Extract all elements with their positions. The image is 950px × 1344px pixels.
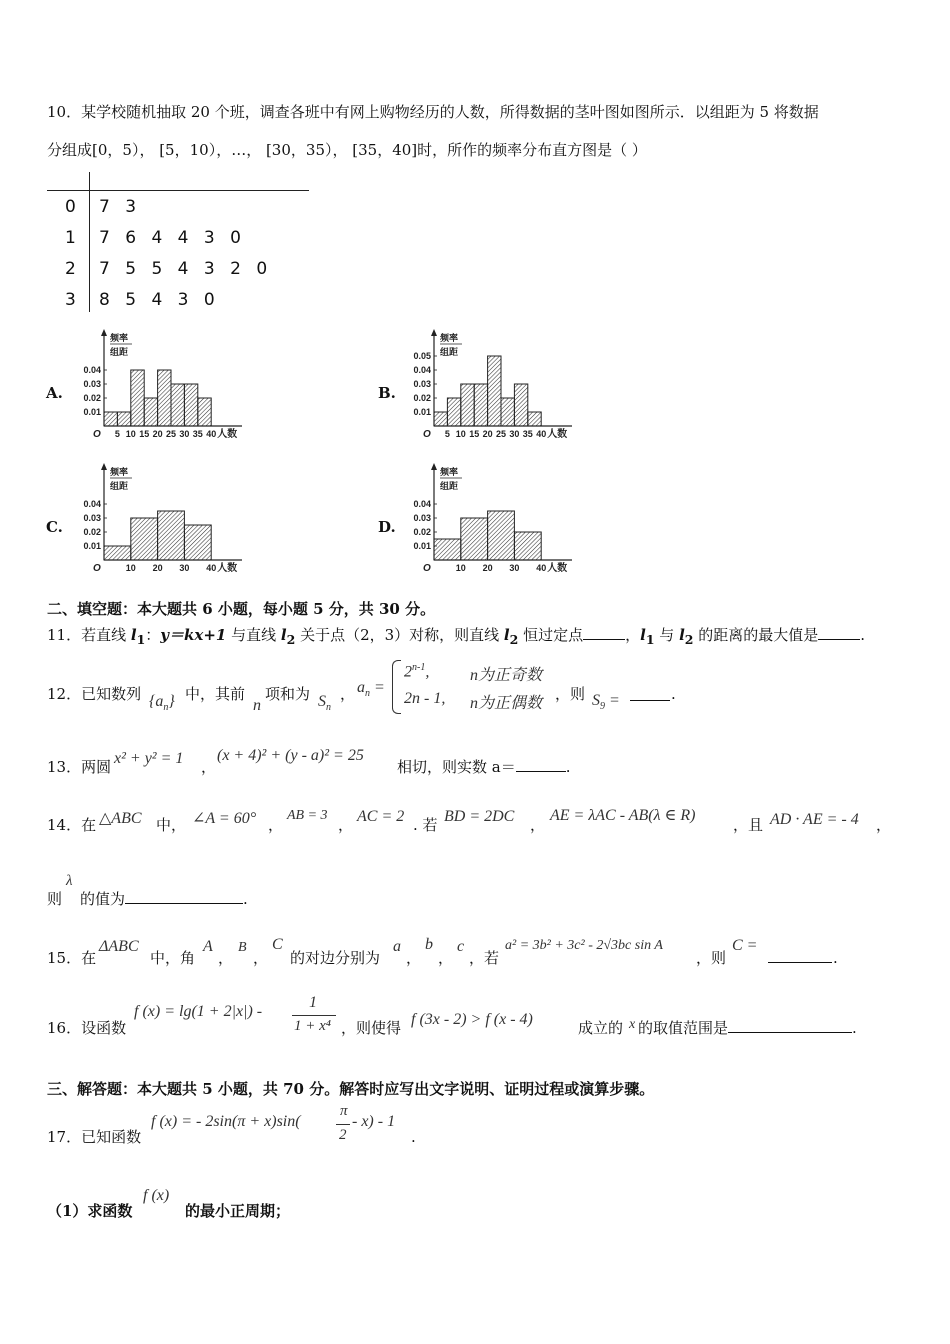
q15-ceq: C =: [732, 937, 758, 954]
q10-line2: 分组成[0，5）， [5，10），…， [30，35）， [35，40]时，所作的频率分布直方图是（ ）: [47, 141, 647, 159]
q15-prefix: 15．在: [47, 949, 97, 967]
q12-blank[interactable]: [630, 700, 670, 701]
y-tick-label: 0.05: [413, 351, 431, 361]
y-tick-label: 0.04: [83, 499, 101, 509]
q12-seq: $\{a_n\}$: [149, 693, 175, 714]
x-tick-label: 20: [482, 429, 493, 439]
q14-angle: ∠A = 60°: [192, 810, 257, 827]
y-label-top: 频率: [440, 467, 459, 477]
y-tick-label: 0.04: [413, 365, 431, 375]
y-tick-label: 0.03: [83, 513, 101, 523]
q12-an: $a_n$ =: [357, 679, 385, 700]
x-tick-label: 40: [206, 563, 217, 573]
q15-c1: ，: [218, 949, 234, 967]
y-tick-label: 0.02: [413, 527, 431, 537]
q12-end: .: [671, 685, 676, 703]
x-tick-label: 40: [536, 429, 547, 439]
y-tick-label: 0.01: [413, 541, 431, 551]
q15-eq: a² = 3b² + 3c² - 2√3bc sin A: [505, 938, 663, 953]
histogram-bar: [434, 539, 461, 560]
x-axis-label: 人数: [217, 563, 238, 574]
q14-comma3: ，: [530, 816, 546, 834]
y-tick-label: 0.04: [413, 499, 431, 509]
x-tick-label: 40: [536, 563, 547, 573]
q14-blank[interactable]: [125, 889, 243, 904]
x-tick-label: 15: [469, 429, 480, 439]
y-label-top: 频率: [110, 333, 129, 343]
q15-a: a: [393, 938, 401, 955]
option-d-label[interactable]: D.: [378, 518, 396, 536]
q14-ab: AB = 3: [287, 808, 328, 823]
option-a-label[interactable]: A.: [46, 384, 63, 402]
origin-label: O: [423, 563, 431, 574]
q14-bd: BD = 2DC: [444, 808, 515, 825]
q14-ae: AE = λAC - AB(λ ∈ R): [550, 807, 696, 824]
histogram-bar: [184, 525, 211, 560]
stem-2: 2: [65, 259, 76, 279]
x-axis-label: 人数: [217, 429, 238, 440]
q12-s9: $S_9$ =: [592, 692, 620, 713]
histogram-bar: [461, 518, 488, 560]
q15-end: .: [833, 949, 838, 967]
y-tick-label: 0.04: [83, 365, 101, 375]
q15-t4: ，则: [696, 949, 727, 967]
q12-case2-cond: n为正偶数: [470, 695, 543, 712]
q14-t1: 中，: [156, 816, 187, 834]
histogram-bar: [131, 370, 144, 426]
q15-c3: ，: [406, 949, 422, 967]
histogram-a[interactable]: [70, 328, 250, 444]
q16-t3: 的取值范围是 .: [638, 1019, 857, 1037]
x-tick-label: 30: [509, 429, 520, 439]
histogram-bar: [501, 398, 514, 426]
histogram-c[interactable]: [70, 462, 250, 578]
q15-B: B: [238, 940, 247, 955]
histogram-bar: [158, 511, 185, 560]
q12-comma: ，: [340, 685, 356, 703]
x-tick-label: 20: [482, 563, 493, 573]
q12-brace: [392, 660, 401, 714]
q13-prefix: 13．两圆: [47, 758, 112, 776]
x-tick-label: 35: [192, 429, 203, 439]
histogram-d[interactable]: [400, 462, 580, 578]
q14-line2-pre: 则: [47, 890, 63, 908]
q15-c: c: [457, 938, 465, 955]
x-tick-label: 35: [522, 429, 533, 439]
histogram-bar: [131, 518, 158, 560]
histogram-bar: [104, 412, 117, 426]
x-axis-label: 人数: [547, 563, 568, 574]
q14-comma2: ，: [338, 816, 354, 834]
q12-case1-cond: n为正奇数: [470, 667, 543, 684]
q14-dot: AD · AE = - 4: [770, 811, 859, 828]
y-tick-label: 0.02: [83, 527, 101, 537]
histogram-bar: [434, 412, 447, 426]
origin-label: O: [93, 429, 101, 440]
histogram-bar: [474, 384, 487, 426]
q17-frac-num: π: [340, 1103, 348, 1119]
y-tick-label: 0.02: [83, 393, 101, 403]
option-b-label[interactable]: B.: [378, 384, 396, 402]
y-label-bottom: 组距: [440, 481, 459, 491]
q12-sn: $S_n$: [318, 693, 331, 714]
q14-lambda: λ: [66, 873, 73, 889]
y-tick-label: 0.01: [83, 407, 101, 417]
x-tick-label: 30: [179, 429, 190, 439]
y-label-top: 频率: [440, 333, 459, 343]
histogram-bar: [104, 546, 131, 560]
x-tick-label: 20: [152, 429, 163, 439]
q17-sub1-pre: （1）求函数: [47, 1202, 133, 1220]
q12-case1: 2$^{n-1}$,: [404, 662, 430, 681]
y-axis-arrow: [431, 329, 437, 336]
q14-ac: AC = 2: [357, 808, 405, 825]
y-label-bottom: 组距: [110, 347, 129, 357]
y-tick-label: 0.03: [413, 379, 431, 389]
y-tick-label: 0.02: [413, 393, 431, 403]
option-c-label[interactable]: C.: [46, 518, 63, 536]
stem-leaf-plot: [47, 172, 312, 312]
leaves-1: 7 6 4 4 3 0: [99, 228, 241, 248]
q13-blank[interactable]: [516, 757, 566, 772]
y-tick-label: 0.01: [83, 541, 101, 551]
q14-t3: ，且: [733, 816, 764, 834]
q15-t3: ，若: [469, 949, 500, 967]
leaves-2: 7 5 5 4 3 2 0: [99, 259, 268, 279]
q17-end: .: [411, 1128, 416, 1146]
q14-comma1: ，: [268, 816, 284, 834]
q12-t1: 中，其前: [185, 685, 246, 703]
q13-circle2: (x + 4)² + (y - a)² = 25: [217, 747, 364, 764]
x-tick-label: 15: [139, 429, 150, 439]
q17-frac-bar: [336, 1124, 350, 1125]
x-tick-label: 10: [125, 563, 136, 573]
histogram-bar: [144, 398, 157, 426]
histogram-bar: [198, 398, 211, 426]
origin-label: O: [423, 429, 431, 440]
q12-prefix: 12．已知数列: [47, 685, 142, 703]
histogram-bar: [514, 532, 541, 560]
q14-triangle: △ABC: [99, 810, 142, 827]
x-axis-label: 人数: [547, 429, 568, 440]
histogram-bar: [184, 384, 197, 426]
q13-comma: ，: [201, 758, 217, 776]
x-tick-label: 30: [179, 563, 190, 573]
q17-sub1-post: 的最小正周期；: [185, 1202, 291, 1220]
q15-t1: 中，角: [150, 949, 196, 967]
q14-prefix: 14．在: [47, 816, 97, 834]
leaves-0: 7 3: [99, 197, 137, 217]
y-axis-arrow: [101, 463, 107, 470]
q15-blank[interactable]: [768, 962, 832, 963]
histogram-b[interactable]: [400, 328, 580, 444]
q16-frac-den: 1 + x⁴: [294, 1018, 331, 1034]
stem-1: 1: [65, 228, 76, 248]
stem-leaf-vline: [89, 172, 90, 312]
origin-label: O: [93, 563, 101, 574]
q16-prefix: 16．设函数: [47, 1019, 127, 1037]
q16-t2: 成立的: [578, 1019, 624, 1037]
q14-t2: . 若: [413, 816, 438, 834]
q16-ineq: f (3x - 2) > f (x - 4): [411, 1011, 533, 1028]
stem-0: 0: [65, 197, 76, 217]
q15-A: A: [203, 938, 213, 955]
y-axis-arrow: [101, 329, 107, 336]
x-tick-label: 25: [165, 429, 177, 439]
stem-leaf-hline: [47, 190, 309, 191]
y-tick-label: 0.01: [413, 407, 431, 417]
x-tick-label: 10: [455, 563, 466, 573]
leaves-3: 8 5 4 3 0: [99, 290, 215, 310]
x-tick-label: 20: [152, 563, 163, 573]
y-tick-label: 0.03: [413, 513, 431, 523]
q14-comma4: ，: [876, 816, 892, 834]
x-tick-label: 25: [495, 429, 507, 439]
q13-circle1: x² + y² = 1: [114, 750, 184, 767]
stem-3: 3: [65, 290, 76, 310]
histogram-bar: [447, 398, 460, 426]
y-label-bottom: 组距: [440, 347, 459, 357]
x-tick-label: 10: [455, 429, 466, 439]
y-axis-arrow: [431, 463, 437, 470]
q14-line2-post: 的值为 .: [80, 890, 248, 908]
q15-C: C: [272, 936, 283, 953]
q15-t2: 的对边分别为: [290, 949, 381, 967]
q10-line1: 10．某学校随机抽取 20 个班，调查各班中有网上购物经历的人数，所得数据的茎叶图如图所示．以组距为 5 将数据: [47, 103, 819, 121]
section3-heading: 三、解答题：本大题共 5 小题，共 70 分。解答时应写出文字说明、证明过程或演算步骤。: [47, 1080, 655, 1098]
histogram-bar: [171, 384, 184, 426]
q17-frac-den: 2: [339, 1127, 347, 1143]
histogram-bar: [488, 356, 501, 426]
x-tick-label: 40: [206, 429, 217, 439]
x-tick-label: 5: [114, 429, 120, 439]
section2-heading: 二、填空题：本大题共 6 小题，每小题 5 分，共 30 分。: [47, 600, 436, 618]
q16-function: f (x) = lg(1 + 2|x|) -: [134, 1003, 263, 1020]
q13-t: 相切，则实数 a＝ .: [397, 758, 571, 776]
q16-frac-num: 1: [309, 994, 317, 1011]
q15-b: b: [425, 936, 433, 953]
q12-t2: 项和为: [265, 685, 311, 703]
q12-n: n: [253, 697, 261, 714]
histogram-bar: [488, 511, 515, 560]
q11-blank1[interactable]: [583, 625, 625, 640]
q17-function-end: - x) - 1: [352, 1113, 396, 1130]
q16-frac-bar: [292, 1015, 336, 1016]
q16-x: x: [629, 1017, 636, 1032]
x-tick-label: 30: [509, 563, 520, 573]
y-tick-label: 0.03: [83, 379, 101, 389]
histogram-bar: [158, 370, 171, 426]
histogram-bar: [461, 384, 474, 426]
q12-case2: 2n - 1,: [404, 690, 446, 707]
q16-t1: ，则使得: [341, 1019, 402, 1037]
histogram-bar: [117, 412, 130, 426]
q15-triangle: ΔABC: [99, 938, 139, 955]
y-label-top: 频率: [110, 467, 129, 477]
q11-blank2[interactable]: [818, 625, 860, 640]
histogram-bar: [528, 412, 541, 426]
x-tick-label: 5: [444, 429, 450, 439]
q15-c2: ，: [253, 949, 269, 967]
histogram-bar: [514, 384, 527, 426]
x-tick-label: 10: [125, 429, 136, 439]
q11: 11．若直线 $l_1$：y＝kx+1 与直线 $l_2$ 关于点（2，3）对称，则直线 $l_2$ 恒过定点 ，$l_1$ 与 $l_2$ 的距离的最大值是 .: [47, 626, 866, 647]
q17-function: f (x) = - 2sin(π + x)sin(: [151, 1113, 301, 1130]
q12-t3: ，则: [555, 685, 586, 703]
q16-blank[interactable]: [728, 1018, 852, 1033]
y-label-bottom: 组距: [110, 481, 129, 491]
q17-sub1-f: f (x): [143, 1187, 170, 1204]
q17-prefix: 17．已知函数: [47, 1128, 142, 1146]
q15-c4: ，: [438, 949, 454, 967]
